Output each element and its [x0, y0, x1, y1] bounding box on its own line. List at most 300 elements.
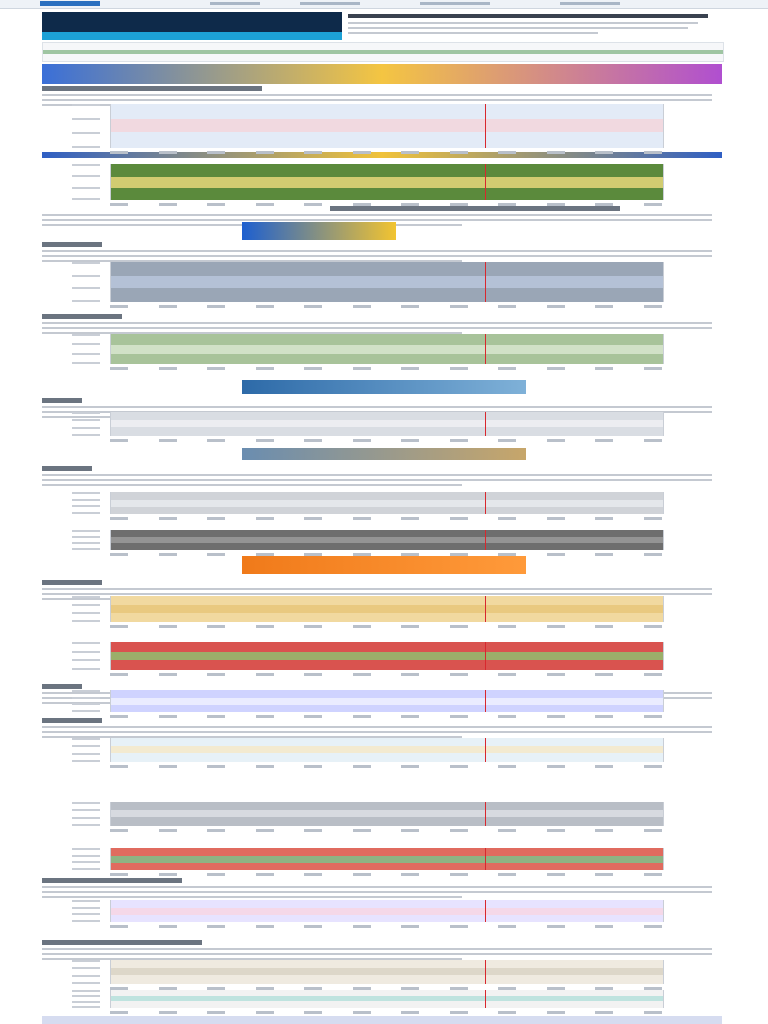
y-axis-tick	[72, 262, 100, 264]
chart-plot-area[interactable]	[110, 164, 664, 200]
x-axis-tick	[159, 829, 177, 832]
advertisement-banner[interactable]	[242, 222, 396, 240]
x-axis-tick	[547, 305, 565, 308]
y-axis-tick	[72, 275, 100, 277]
x-axis-tick	[110, 925, 128, 928]
x-axis-tick	[401, 625, 419, 628]
paragraph-line	[42, 219, 712, 221]
x-axis-tick	[547, 1011, 565, 1014]
x-axis-tick	[644, 439, 662, 442]
x-axis-tick	[644, 553, 662, 556]
y-axis-tick	[72, 753, 100, 755]
y-axis	[72, 738, 100, 762]
x-axis-tick	[110, 873, 128, 876]
x-axis-tick	[207, 439, 225, 442]
y-axis-tick	[72, 427, 100, 429]
x-axis-tick	[450, 765, 468, 768]
x-axis-tick	[353, 925, 371, 928]
y-axis-tick	[72, 499, 100, 501]
x-axis-tick	[450, 553, 468, 556]
x-axis-tick	[450, 873, 468, 876]
x-axis-tick	[159, 439, 177, 442]
advertisement-banner[interactable]	[42, 64, 722, 84]
x-axis-tick	[159, 305, 177, 308]
section-heading	[42, 466, 92, 471]
y-axis-tick	[72, 703, 100, 705]
chart-plot-area[interactable]	[110, 104, 664, 148]
climate-chart	[62, 802, 710, 834]
x-axis-tick	[401, 873, 419, 876]
chart-band	[111, 177, 663, 188]
paragraph-line	[42, 593, 712, 595]
climate-chart	[62, 900, 710, 930]
x-axis-tick	[353, 553, 371, 556]
x-axis-tick	[498, 873, 516, 876]
y-axis-tick	[72, 659, 100, 661]
x-axis-tick	[547, 439, 565, 442]
y-axis-tick	[72, 900, 100, 902]
x-axis-tick	[207, 829, 225, 832]
x-axis-tick	[595, 367, 613, 370]
x-axis-tick	[450, 367, 468, 370]
y-axis-tick	[72, 642, 100, 644]
x-axis-tick	[595, 439, 613, 442]
today-marker	[485, 530, 486, 550]
y-axis-tick	[72, 118, 100, 120]
climate-chart	[62, 596, 710, 630]
x-axis-tick	[644, 673, 662, 676]
x-axis-tick	[159, 151, 177, 154]
x-axis	[110, 203, 662, 206]
x-axis-tick	[110, 367, 128, 370]
x-axis-tick	[547, 673, 565, 676]
x-axis-tick	[498, 553, 516, 556]
x-axis-tick	[353, 873, 371, 876]
x-axis-tick	[304, 715, 322, 718]
x-axis-tick	[256, 715, 274, 718]
y-axis-tick	[72, 353, 100, 355]
top-navigation-bar	[0, 0, 768, 9]
paragraph-line	[42, 896, 462, 898]
x-axis-tick	[401, 151, 419, 154]
chart-band	[111, 652, 663, 660]
paragraph-line	[42, 214, 712, 216]
x-axis-tick	[644, 765, 662, 768]
y-axis-tick	[72, 824, 100, 826]
x-axis-tick	[401, 1011, 419, 1014]
chart-band	[111, 500, 663, 507]
x-axis-tick	[110, 517, 128, 520]
x-axis-tick	[547, 151, 565, 154]
today-marker	[485, 334, 486, 364]
paragraph-line	[42, 886, 712, 888]
x-axis-tick	[110, 305, 128, 308]
today-marker	[485, 262, 486, 302]
chart-plot-area[interactable]	[110, 960, 664, 984]
y-axis-tick	[72, 967, 100, 969]
x-axis-tick	[353, 203, 371, 206]
paragraph-line	[42, 588, 712, 590]
x-axis-tick	[353, 1011, 371, 1014]
nav-item[interactable]	[420, 2, 490, 5]
chart-plot-area[interactable]	[110, 900, 664, 922]
x-axis-tick	[256, 873, 274, 876]
x-axis-tick	[498, 203, 516, 206]
chart-band	[111, 345, 663, 354]
chart-plot-area[interactable]	[110, 690, 664, 712]
x-axis-tick	[401, 925, 419, 928]
y-axis-tick	[72, 982, 100, 984]
x-axis-tick	[595, 305, 613, 308]
x-axis-tick	[401, 553, 419, 556]
chart-plot-area[interactable]	[110, 642, 664, 670]
y-axis	[72, 412, 100, 436]
y-axis-tick	[72, 530, 100, 532]
chart-band	[111, 856, 663, 863]
x-axis-tick	[304, 305, 322, 308]
chart-plot-area[interactable]	[110, 334, 664, 364]
chart-plot-area[interactable]	[110, 492, 664, 514]
section-heading	[42, 684, 82, 689]
x-axis-tick	[450, 439, 468, 442]
x-axis-tick	[595, 715, 613, 718]
y-axis-tick	[72, 848, 100, 850]
x-axis-tick	[450, 305, 468, 308]
x-axis-tick	[304, 829, 322, 832]
advertisement-banner[interactable]	[242, 448, 526, 460]
climate-chart	[62, 492, 710, 522]
chart-plot-area[interactable]	[110, 412, 664, 436]
chart-band	[111, 420, 663, 427]
x-axis-tick	[547, 873, 565, 876]
x-axis-tick	[401, 305, 419, 308]
x-axis-tick	[256, 673, 274, 676]
x-axis	[110, 715, 662, 718]
nav-item[interactable]	[210, 2, 260, 5]
chart-plot-area[interactable]	[110, 262, 664, 302]
x-axis-tick	[547, 625, 565, 628]
x-axis-tick	[644, 925, 662, 928]
paragraph-line	[42, 255, 712, 257]
x-axis-tick	[353, 305, 371, 308]
x-axis-tick	[159, 1011, 177, 1014]
x-axis-tick	[207, 1011, 225, 1014]
chart-band	[111, 746, 663, 753]
chart-band	[111, 996, 663, 1001]
nav-item[interactable]	[560, 2, 620, 5]
y-axis-tick	[72, 697, 100, 699]
chart-plot-area[interactable]	[110, 848, 664, 870]
section-heading	[42, 398, 82, 403]
x-axis	[110, 151, 662, 154]
x-axis-tick	[110, 553, 128, 556]
x-axis-tick	[256, 203, 274, 206]
y-axis	[72, 334, 100, 364]
x-axis-tick	[595, 1011, 613, 1014]
x-axis-tick	[159, 625, 177, 628]
x-axis-tick	[450, 829, 468, 832]
x-axis-tick	[256, 625, 274, 628]
y-axis-tick	[72, 975, 100, 977]
x-axis-tick	[207, 305, 225, 308]
paragraph-line	[42, 99, 712, 101]
x-axis	[110, 439, 662, 442]
x-axis-tick	[498, 305, 516, 308]
x-axis-tick	[498, 715, 516, 718]
x-axis-tick	[644, 305, 662, 308]
x-axis-tick	[644, 829, 662, 832]
y-axis-tick	[72, 412, 100, 414]
section-heading	[42, 314, 122, 319]
y-axis-tick	[72, 104, 100, 106]
x-axis-tick	[644, 367, 662, 370]
y-axis-tick	[72, 132, 100, 134]
x-axis-tick	[498, 151, 516, 154]
chart-band	[111, 968, 663, 975]
y-axis	[72, 530, 100, 550]
x-axis-tick	[207, 765, 225, 768]
today-marker	[485, 900, 486, 922]
y-axis-tick	[72, 809, 100, 811]
x-axis-tick	[353, 151, 371, 154]
x-axis-tick	[547, 203, 565, 206]
x-axis-tick	[595, 553, 613, 556]
y-axis-tick	[72, 505, 100, 507]
paragraph-line	[42, 327, 712, 329]
x-axis-tick	[644, 1011, 662, 1014]
climate-chart	[62, 530, 710, 558]
x-axis	[110, 873, 662, 876]
today-marker	[485, 642, 486, 670]
y-axis	[72, 164, 100, 200]
x-axis-tick	[159, 517, 177, 520]
x-axis-tick	[644, 625, 662, 628]
x-axis-tick	[498, 829, 516, 832]
paragraph-line	[42, 948, 712, 950]
y-axis-tick	[72, 990, 100, 992]
x-axis-tick	[450, 925, 468, 928]
paragraph-line	[42, 891, 712, 893]
y-axis	[72, 492, 100, 514]
advertisement-banner[interactable]	[242, 556, 526, 574]
x-axis	[110, 765, 662, 768]
x-axis-tick	[401, 203, 419, 206]
x-axis-tick	[450, 151, 468, 154]
y-axis-tick	[72, 548, 100, 550]
x-axis-tick	[256, 553, 274, 556]
hero-banner-band	[42, 32, 342, 40]
y-axis	[72, 690, 100, 712]
x-axis-tick	[595, 203, 613, 206]
x-axis-tick	[304, 439, 322, 442]
y-axis-tick	[72, 419, 100, 421]
today-marker	[485, 802, 486, 826]
y-axis-tick	[72, 512, 100, 514]
chart-band	[111, 119, 663, 132]
y-axis-tick	[72, 334, 100, 336]
x-axis-tick	[304, 517, 322, 520]
paragraph-line	[42, 474, 712, 476]
x-axis-tick	[595, 673, 613, 676]
x-axis-tick	[595, 625, 613, 628]
x-axis-tick	[304, 367, 322, 370]
x-axis-tick	[110, 829, 128, 832]
chart-plot-area[interactable]	[110, 990, 664, 1008]
intro-line	[348, 22, 698, 24]
x-axis-tick	[547, 553, 565, 556]
y-axis-tick	[72, 1006, 100, 1008]
x-axis-tick	[547, 715, 565, 718]
x-axis-tick	[159, 553, 177, 556]
climate-chart	[62, 960, 710, 992]
nav-item[interactable]	[300, 2, 360, 5]
site-logo[interactable]	[40, 1, 100, 6]
y-axis-tick	[72, 745, 100, 747]
x-axis-tick	[207, 203, 225, 206]
paragraph-line	[42, 322, 712, 324]
x-axis-tick	[450, 625, 468, 628]
x-axis	[110, 367, 662, 370]
x-axis-tick	[256, 367, 274, 370]
x-axis-tick	[401, 829, 419, 832]
today-marker	[485, 492, 486, 514]
y-axis-tick	[72, 913, 100, 915]
x-axis-tick	[110, 765, 128, 768]
x-axis-tick	[644, 203, 662, 206]
y-axis-tick	[72, 198, 100, 200]
today-marker	[485, 738, 486, 762]
chart-plot-area[interactable]	[110, 802, 664, 826]
advertisement-banner[interactable]	[242, 380, 526, 394]
climate-chart	[62, 738, 710, 770]
y-axis-tick	[72, 612, 100, 614]
x-axis-tick	[353, 829, 371, 832]
x-axis-tick	[304, 765, 322, 768]
x-axis-tick	[401, 765, 419, 768]
y-axis-tick	[72, 300, 100, 302]
chart-plot-area[interactable]	[110, 596, 664, 622]
x-axis	[110, 925, 662, 928]
x-axis	[110, 829, 662, 832]
y-axis-tick	[72, 164, 100, 166]
chart-band	[111, 605, 663, 613]
x-axis-tick	[498, 439, 516, 442]
x-axis-tick	[644, 517, 662, 520]
climate-chart	[62, 690, 710, 720]
climate-chart	[62, 642, 710, 678]
x-axis-tick	[498, 1011, 516, 1014]
y-axis	[72, 900, 100, 922]
y-axis-tick	[72, 536, 100, 538]
x-axis-tick	[547, 765, 565, 768]
x-axis-tick	[547, 829, 565, 832]
x-axis-tick	[450, 673, 468, 676]
y-axis-tick	[72, 995, 100, 997]
x-axis-tick	[401, 715, 419, 718]
y-axis-tick	[72, 817, 100, 819]
x-axis-tick	[595, 829, 613, 832]
x-axis-tick	[207, 553, 225, 556]
x-axis-tick	[304, 625, 322, 628]
y-axis-tick	[72, 855, 100, 857]
y-axis-tick	[72, 920, 100, 922]
summary-bar	[42, 42, 724, 62]
x-axis-tick	[498, 925, 516, 928]
y-axis-tick	[72, 362, 100, 364]
x-axis-tick	[353, 625, 371, 628]
x-axis-tick	[547, 517, 565, 520]
page-title	[348, 14, 708, 18]
footer-banner	[42, 1016, 722, 1024]
y-axis-tick	[72, 760, 100, 762]
climate-chart	[62, 164, 710, 208]
today-marker	[485, 990, 486, 1008]
climate-chart	[62, 334, 710, 372]
paragraph-line	[42, 953, 712, 955]
x-axis-tick	[401, 367, 419, 370]
chart-band	[111, 810, 663, 817]
y-axis-tick	[72, 861, 100, 863]
x-axis-tick	[450, 715, 468, 718]
paragraph-line	[42, 250, 712, 252]
chart-plot-area[interactable]	[110, 738, 664, 762]
y-axis-tick	[72, 596, 100, 598]
y-axis-tick	[72, 175, 100, 177]
hero-banner	[42, 12, 342, 40]
chart-band	[111, 698, 663, 705]
x-axis-tick	[110, 151, 128, 154]
x-axis-tick	[110, 203, 128, 206]
chart-band	[111, 537, 663, 543]
paragraph-line	[42, 406, 712, 408]
x-axis-tick	[256, 765, 274, 768]
intro-line	[348, 27, 688, 29]
x-axis-tick	[304, 203, 322, 206]
x-axis-tick	[498, 517, 516, 520]
x-axis-tick	[644, 873, 662, 876]
chart-plot-area[interactable]	[110, 530, 664, 550]
x-axis-tick	[595, 925, 613, 928]
x-axis-tick	[256, 439, 274, 442]
x-axis	[110, 625, 662, 628]
x-axis-tick	[304, 673, 322, 676]
x-axis-tick	[207, 367, 225, 370]
climate-chart	[62, 262, 710, 310]
climate-chart	[62, 412, 710, 444]
paragraph-line	[42, 726, 712, 728]
summary-band	[43, 50, 723, 54]
y-axis-tick	[72, 492, 100, 494]
x-axis-tick	[450, 1011, 468, 1014]
y-axis-tick	[72, 907, 100, 909]
climate-chart	[62, 990, 710, 1016]
x-axis-tick	[207, 517, 225, 520]
y-axis	[72, 262, 100, 302]
x-axis-tick	[207, 151, 225, 154]
x-axis-tick	[110, 715, 128, 718]
y-axis	[72, 990, 100, 1008]
x-axis-tick	[159, 203, 177, 206]
x-axis-tick	[207, 925, 225, 928]
x-axis-tick	[207, 625, 225, 628]
y-axis-tick	[72, 542, 100, 544]
x-axis	[110, 517, 662, 520]
x-axis-tick	[644, 151, 662, 154]
y-axis-tick	[72, 668, 100, 670]
section-heading	[42, 86, 262, 91]
today-marker	[485, 596, 486, 622]
today-marker	[485, 960, 486, 984]
